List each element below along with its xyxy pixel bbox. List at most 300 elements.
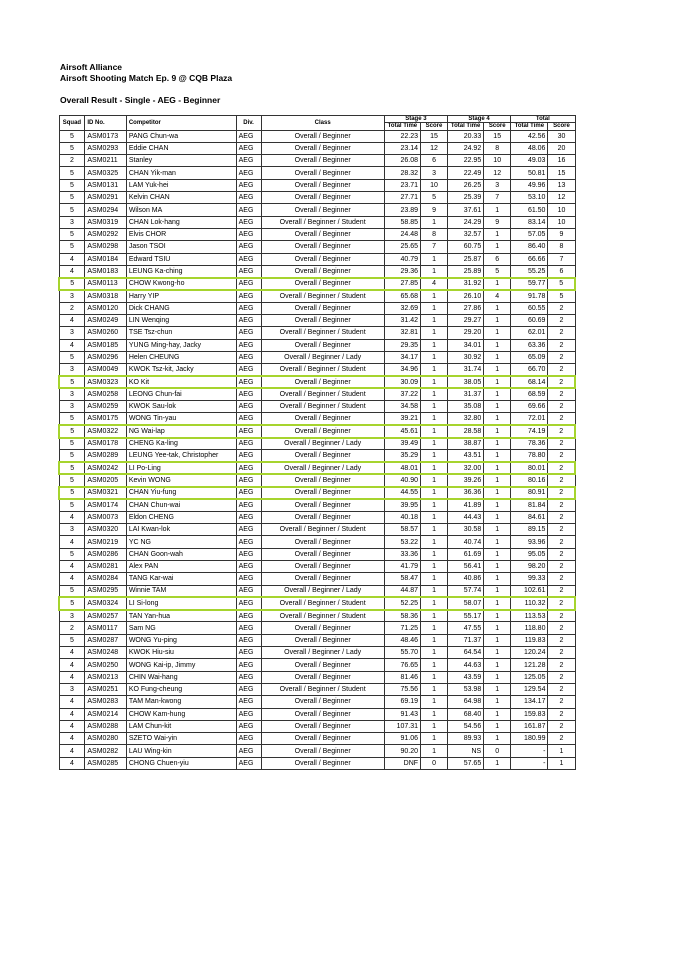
cell-total-score: 2 — [548, 560, 575, 572]
cell-class: Overall / Beginner / Student — [261, 327, 384, 339]
cell-stage4-score: 5 — [484, 265, 511, 277]
cell-class: Overall / Beginner — [261, 499, 384, 511]
cell-class: Overall / Beginner — [261, 745, 384, 757]
col-class: Class — [261, 116, 384, 131]
cell-squad: 2 — [59, 155, 85, 167]
cell-id: ASM0257 — [85, 610, 126, 622]
cell-id: ASM0184 — [85, 253, 126, 265]
cell-stage4-time: 38.05 — [447, 376, 483, 388]
cell-class: Overall / Beginner — [261, 179, 384, 191]
cell-competitor: Kevin WONG — [126, 474, 236, 486]
cell-total-time: 60.69 — [511, 315, 548, 327]
cell-total-time: 49.96 — [511, 179, 548, 191]
cell-stage4-score: 6 — [484, 253, 511, 265]
cell-competitor: Wilson MA — [126, 204, 236, 216]
cell-stage4-score: 7 — [484, 192, 511, 204]
cell-div: AEG — [236, 339, 261, 351]
cell-stage3-score: 1 — [421, 487, 448, 499]
cell-stage3-score: 10 — [421, 179, 448, 191]
cell-stage3-time: 35.29 — [384, 450, 420, 462]
cell-div: AEG — [236, 413, 261, 425]
cell-competitor: Alex PAN — [126, 560, 236, 572]
cell-div: AEG — [236, 597, 261, 609]
cell-total-time: 118.80 — [511, 622, 548, 634]
cell-stage4-score: 1 — [484, 708, 511, 720]
cell-class: Overall / Beginner / Student — [261, 388, 384, 400]
cell-div: AEG — [236, 155, 261, 167]
cell-stage4-time: 29.27 — [447, 315, 483, 327]
cell-stage3-time: 52.25 — [384, 597, 420, 609]
cell-competitor: LAU Wing-kin — [126, 745, 236, 757]
cell-stage4-time: 35.08 — [447, 401, 483, 413]
cell-stage3-time: 58.47 — [384, 573, 420, 585]
cell-stage4-time: 25.39 — [447, 192, 483, 204]
cell-competitor: CHAN Goon-wah — [126, 548, 236, 560]
cell-stage4-time: 27.86 — [447, 302, 483, 314]
cell-squad: 4 — [59, 757, 85, 769]
cell-total-score: 2 — [548, 585, 575, 597]
cell-competitor: LEONG Chun-fai — [126, 388, 236, 400]
org-name: Airsoft Alliance — [60, 62, 123, 72]
col-total-score: Score — [548, 123, 575, 130]
cell-competitor: CHOW Kwong-ho — [126, 278, 236, 290]
cell-stage4-time: 24.92 — [447, 142, 483, 154]
cell-competitor: LAM Chun-kit — [126, 720, 236, 732]
table-row — [59, 425, 575, 437]
cell-competitor: Winnie TAM — [126, 585, 236, 597]
cell-div: AEG — [236, 573, 261, 585]
cell-squad: 3 — [59, 327, 85, 339]
cell-stage3-time: 41.79 — [384, 560, 420, 572]
cell-total-time: 74.19 — [511, 425, 548, 437]
cell-stage3-time: 58.85 — [384, 216, 420, 228]
cell-stage4-time: 36.36 — [447, 487, 483, 499]
cell-stage4-score: 1 — [484, 302, 511, 314]
cell-stage3-time: 30.09 — [384, 376, 420, 388]
cell-total-score: 6 — [548, 265, 575, 277]
cell-div: AEG — [236, 548, 261, 560]
cell-div: AEG — [236, 130, 261, 142]
cell-id: ASM0319 — [85, 216, 126, 228]
cell-total-score: 2 — [548, 351, 575, 363]
cell-stage4-time: 68.40 — [447, 708, 483, 720]
table-row — [59, 167, 575, 179]
cell-stage3-time: 24.48 — [384, 228, 420, 240]
cell-total-time: 161.87 — [511, 720, 548, 732]
cell-total-time: 63.36 — [511, 339, 548, 351]
cell-class: Overall / Beginner — [261, 130, 384, 142]
cell-class: Overall / Beginner / Student — [261, 364, 384, 376]
cell-id: ASM0214 — [85, 708, 126, 720]
cell-competitor: LI Si-long — [126, 597, 236, 609]
cell-id: ASM0288 — [85, 720, 126, 732]
cell-competitor: TAN Yan-hua — [126, 610, 236, 622]
cell-div: AEG — [236, 216, 261, 228]
table-row — [59, 487, 575, 499]
cell-squad: 4 — [59, 536, 85, 548]
cell-stage3-score: 1 — [421, 499, 448, 511]
cell-stage4-time: 44.63 — [447, 659, 483, 671]
cell-stage4-time: 61.69 — [447, 548, 483, 560]
cell-id: ASM0322 — [85, 425, 126, 437]
cell-stage3-time: 45.61 — [384, 425, 420, 437]
cell-total-time: 68.14 — [511, 376, 548, 388]
cell-class: Overall / Beginner — [261, 487, 384, 499]
cell-total-time: 68.59 — [511, 388, 548, 400]
cell-class: Overall / Beginner — [261, 228, 384, 240]
cell-squad: 4 — [59, 671, 85, 683]
cell-stage4-time: 20.33 — [447, 130, 483, 142]
cell-stage4-score: 1 — [484, 683, 511, 695]
cell-div: AEG — [236, 376, 261, 388]
table-row — [59, 450, 575, 462]
cell-competitor: CHOW Kam-hung — [126, 708, 236, 720]
cell-stage4-time: 64.54 — [447, 647, 483, 659]
cell-stage3-time: 34.58 — [384, 401, 420, 413]
cell-competitor: Sam NG — [126, 622, 236, 634]
cell-stage3-score: 1 — [421, 462, 448, 474]
cell-total-score: 16 — [548, 155, 575, 167]
cell-stage3-time: 40.90 — [384, 474, 420, 486]
cell-stage4-time: 55.17 — [447, 610, 483, 622]
cell-div: AEG — [236, 364, 261, 376]
cell-squad: 5 — [59, 634, 85, 646]
cell-class: Overall / Beginner — [261, 192, 384, 204]
table-row — [59, 548, 575, 560]
cell-competitor: Elvis CHOR — [126, 228, 236, 240]
cell-competitor: CHAN Chun-wai — [126, 499, 236, 511]
cell-stage3-score: 1 — [421, 216, 448, 228]
cell-competitor: LEUNG Yee-tak, Christopher — [126, 450, 236, 462]
cell-stage4-score: 1 — [484, 524, 511, 536]
cell-class: Overall / Beginner — [261, 474, 384, 486]
cell-stage3-score: 1 — [421, 634, 448, 646]
cell-stage4-time: 89.93 — [447, 733, 483, 745]
cell-total-time: - — [511, 757, 548, 769]
cell-stage4-time: 57.74 — [447, 585, 483, 597]
cell-div: AEG — [236, 388, 261, 400]
cell-id: ASM0249 — [85, 315, 126, 327]
cell-stage4-time: 54.56 — [447, 720, 483, 732]
cell-total-score: 2 — [548, 339, 575, 351]
table-row — [59, 155, 575, 167]
cell-stage3-time: 76.65 — [384, 659, 420, 671]
cell-total-score: 2 — [548, 413, 575, 425]
cell-total-time: 59.77 — [511, 278, 548, 290]
cell-stage4-score: 1 — [484, 597, 511, 609]
cell-class: Overall / Beginner — [261, 757, 384, 769]
cell-stage3-score: 1 — [421, 745, 448, 757]
cell-id: ASM0219 — [85, 536, 126, 548]
table-row — [59, 401, 575, 413]
cell-stage4-time: 40.86 — [447, 573, 483, 585]
cell-total-time: 119.83 — [511, 634, 548, 646]
cell-stage3-score: 1 — [421, 659, 448, 671]
cell-class: Overall / Beginner / Student — [261, 401, 384, 413]
cell-total-time: 95.05 — [511, 548, 548, 560]
cell-div: AEG — [236, 634, 261, 646]
cell-div: AEG — [236, 585, 261, 597]
cell-stage4-time: 64.98 — [447, 696, 483, 708]
cell-squad: 3 — [59, 683, 85, 695]
cell-competitor: CHENG Ka-ling — [126, 438, 236, 450]
cell-stage4-time: 53.98 — [447, 683, 483, 695]
cell-squad: 4 — [59, 647, 85, 659]
cell-id: ASM0211 — [85, 155, 126, 167]
col-div: Div. — [236, 116, 261, 131]
cell-total-score: 10 — [548, 204, 575, 216]
cell-squad: 5 — [59, 192, 85, 204]
cell-stage3-time: 37.22 — [384, 388, 420, 400]
cell-stage4-score: 1 — [484, 511, 511, 523]
cell-div: AEG — [236, 647, 261, 659]
cell-squad: 5 — [59, 597, 85, 609]
cell-squad: 4 — [59, 708, 85, 720]
cell-stage3-score: 1 — [421, 647, 448, 659]
cell-id: ASM0320 — [85, 524, 126, 536]
cell-stage4-time: NS — [447, 745, 483, 757]
cell-squad: 5 — [59, 167, 85, 179]
cell-div: AEG — [236, 265, 261, 277]
cell-div: AEG — [236, 524, 261, 536]
cell-id: ASM0250 — [85, 659, 126, 671]
cell-total-time: 53.10 — [511, 192, 548, 204]
cell-stage4-time: 34.01 — [447, 339, 483, 351]
cell-stage3-time: 71.25 — [384, 622, 420, 634]
cell-total-score: 7 — [548, 253, 575, 265]
cell-id: ASM0280 — [85, 733, 126, 745]
cell-stage4-time: 40.74 — [447, 536, 483, 548]
cell-class: Overall / Beginner — [261, 634, 384, 646]
cell-stage3-time: 91.06 — [384, 733, 420, 745]
cell-stage4-time: 39.26 — [447, 474, 483, 486]
cell-id: ASM0251 — [85, 683, 126, 695]
cell-stage3-time: 90.20 — [384, 745, 420, 757]
cell-stage4-score: 1 — [484, 278, 511, 290]
cell-stage4-score: 1 — [484, 425, 511, 437]
cell-stage4-score: 1 — [484, 573, 511, 585]
cell-id: ASM0321 — [85, 487, 126, 499]
cell-competitor: LIN Wenqing — [126, 315, 236, 327]
cell-stage4-time: 29.20 — [447, 327, 483, 339]
table-row — [59, 708, 575, 720]
cell-stage3-score: 5 — [421, 192, 448, 204]
cell-div: AEG — [236, 511, 261, 523]
cell-total-score: 2 — [548, 511, 575, 523]
cell-stage3-time: 39.49 — [384, 438, 420, 450]
cell-total-score: 20 — [548, 142, 575, 154]
cell-id: ASM0298 — [85, 241, 126, 253]
cell-squad: 5 — [59, 351, 85, 363]
cell-total-score: 30 — [548, 130, 575, 142]
cell-div: AEG — [236, 179, 261, 191]
table-row — [59, 179, 575, 191]
cell-stage3-score: 1 — [421, 573, 448, 585]
table-row — [59, 573, 575, 585]
cell-competitor: WONG Yu-ping — [126, 634, 236, 646]
cell-stage4-time: 31.74 — [447, 364, 483, 376]
cell-div: AEG — [236, 487, 261, 499]
cell-stage3-time: 107.31 — [384, 720, 420, 732]
table-row — [59, 585, 575, 597]
cell-total-score: 2 — [548, 487, 575, 499]
cell-div: AEG — [236, 278, 261, 290]
cell-stage3-time: 58.36 — [384, 610, 420, 622]
cell-class: Overall / Beginner — [261, 142, 384, 154]
cell-stage3-time: 34.96 — [384, 364, 420, 376]
cell-stage4-time: 30.92 — [447, 351, 483, 363]
table-row — [59, 659, 575, 671]
cell-stage3-score: 1 — [421, 351, 448, 363]
cell-stage4-score: 1 — [484, 696, 511, 708]
cell-total-time: 55.25 — [511, 265, 548, 277]
cell-stage3-time: 48.01 — [384, 462, 420, 474]
cell-class: Overall / Beginner — [261, 696, 384, 708]
cell-stage3-score: 1 — [421, 315, 448, 327]
cell-squad: 3 — [59, 364, 85, 376]
cell-total-time: 83.14 — [511, 216, 548, 228]
cell-stage3-score: 1 — [421, 413, 448, 425]
cell-stage3-time: 44.55 — [384, 487, 420, 499]
cell-stage4-time: 25.89 — [447, 265, 483, 277]
cell-stage4-score: 1 — [484, 733, 511, 745]
cell-stage4-time: 24.29 — [447, 216, 483, 228]
cell-stage3-time: 81.46 — [384, 671, 420, 683]
cell-total-time: 78.36 — [511, 438, 548, 450]
cell-stage4-score: 0 — [484, 745, 511, 757]
table-row — [59, 438, 575, 450]
cell-class: Overall / Beginner / Student — [261, 216, 384, 228]
cell-class: Overall / Beginner / Lady — [261, 462, 384, 474]
cell-competitor: WONG Tin-yau — [126, 413, 236, 425]
cell-squad: 5 — [59, 487, 85, 499]
cell-stage4-time: 22.95 — [447, 155, 483, 167]
table-body — [59, 130, 575, 769]
cell-stage3-score: 1 — [421, 720, 448, 732]
cell-squad: 4 — [59, 573, 85, 585]
cell-competitor: PANG Chun-wa — [126, 130, 236, 142]
cell-class: Overall / Beginner — [261, 622, 384, 634]
cell-competitor: Jason TSOI — [126, 241, 236, 253]
cell-id: ASM0325 — [85, 167, 126, 179]
cell-total-score: 2 — [548, 388, 575, 400]
cell-squad: 5 — [59, 413, 85, 425]
cell-id: ASM0248 — [85, 647, 126, 659]
cell-squad: 5 — [59, 462, 85, 474]
cell-class: Overall / Beginner — [261, 413, 384, 425]
cell-competitor: TANG Kar-wai — [126, 573, 236, 585]
col-stage4-score: Score — [484, 123, 511, 130]
cell-class: Overall / Beginner / Lady — [261, 351, 384, 363]
cell-div: AEG — [236, 696, 261, 708]
cell-total-time: 125.05 — [511, 671, 548, 683]
cell-stage3-score: 6 — [421, 155, 448, 167]
cell-stage3-time: 34.17 — [384, 351, 420, 363]
table-row — [59, 536, 575, 548]
cell-stage3-time: 29.35 — [384, 339, 420, 351]
cell-total-score: 2 — [548, 450, 575, 462]
cell-class: Overall / Beginner — [261, 278, 384, 290]
cell-competitor: KWOK Tsz-kit, Jacky — [126, 364, 236, 376]
cell-stage3-score: 1 — [421, 302, 448, 314]
cell-total-score: 2 — [548, 647, 575, 659]
cell-div: AEG — [236, 708, 261, 720]
cell-squad: 4 — [59, 720, 85, 732]
cell-stage3-score: 0 — [421, 757, 448, 769]
cell-total-score: 2 — [548, 708, 575, 720]
cell-id: ASM0213 — [85, 671, 126, 683]
cell-squad: 4 — [59, 511, 85, 523]
cell-class: Overall / Beginner — [261, 253, 384, 265]
cell-id: ASM0323 — [85, 376, 126, 388]
cell-squad: 5 — [59, 474, 85, 486]
cell-total-score: 5 — [548, 278, 575, 290]
table-row — [59, 413, 575, 425]
table-row — [59, 216, 575, 228]
cell-class: Overall / Beginner / Lady — [261, 585, 384, 597]
cell-div: AEG — [236, 204, 261, 216]
cell-stage3-time: 29.36 — [384, 265, 420, 277]
col-total-time: Total Time — [511, 123, 548, 130]
cell-total-time: 84.61 — [511, 511, 548, 523]
cell-total-time: 110.32 — [511, 597, 548, 609]
cell-competitor: CHIN Wai-hang — [126, 671, 236, 683]
cell-competitor: LAM Yuk-hei — [126, 179, 236, 191]
cell-stage3-score: 1 — [421, 597, 448, 609]
cell-div: AEG — [236, 733, 261, 745]
cell-competitor: Stanley — [126, 155, 236, 167]
cell-class: Overall / Beginner — [261, 376, 384, 388]
cell-stage3-time: 31.42 — [384, 315, 420, 327]
cell-id: ASM0183 — [85, 265, 126, 277]
cell-stage4-score: 1 — [484, 647, 511, 659]
cell-id: ASM0292 — [85, 228, 126, 240]
cell-stage4-time: 56.41 — [447, 560, 483, 572]
cell-competitor: Helen CHEUNG — [126, 351, 236, 363]
cell-stage4-score: 4 — [484, 290, 511, 302]
cell-div: AEG — [236, 474, 261, 486]
cell-stage3-score: 1 — [421, 364, 448, 376]
table-row — [59, 683, 575, 695]
cell-id: ASM0174 — [85, 499, 126, 511]
cell-squad: 5 — [59, 142, 85, 154]
cell-total-time: 129.54 — [511, 683, 548, 695]
cell-id: ASM0291 — [85, 192, 126, 204]
cell-stage3-score: 1 — [421, 339, 448, 351]
cell-id: ASM0173 — [85, 130, 126, 142]
cell-id: ASM0289 — [85, 450, 126, 462]
cell-div: AEG — [236, 302, 261, 314]
event-title: Airsoft Shooting Match Ep. 9 @ CQB Plaza — [60, 73, 233, 83]
cell-stage3-score: 1 — [421, 265, 448, 277]
cell-id: ASM0260 — [85, 327, 126, 339]
col-stage3: Stage 3 — [384, 116, 447, 123]
cell-stage4-score: 1 — [484, 634, 511, 646]
cell-competitor: NG Wai-lap — [126, 425, 236, 437]
cell-id: ASM0120 — [85, 302, 126, 314]
cell-squad: 5 — [59, 585, 85, 597]
cell-stage4-score: 1 — [484, 671, 511, 683]
cell-stage4-time: 32.00 — [447, 462, 483, 474]
cell-div: AEG — [236, 450, 261, 462]
cell-stage4-score: 1 — [484, 610, 511, 622]
cell-squad: 4 — [59, 253, 85, 265]
cell-id: ASM0294 — [85, 204, 126, 216]
cell-id: ASM0242 — [85, 462, 126, 474]
table-row — [59, 524, 575, 536]
cell-class: Overall / Beginner — [261, 450, 384, 462]
cell-competitor: KWOK Hiu-siu — [126, 647, 236, 659]
